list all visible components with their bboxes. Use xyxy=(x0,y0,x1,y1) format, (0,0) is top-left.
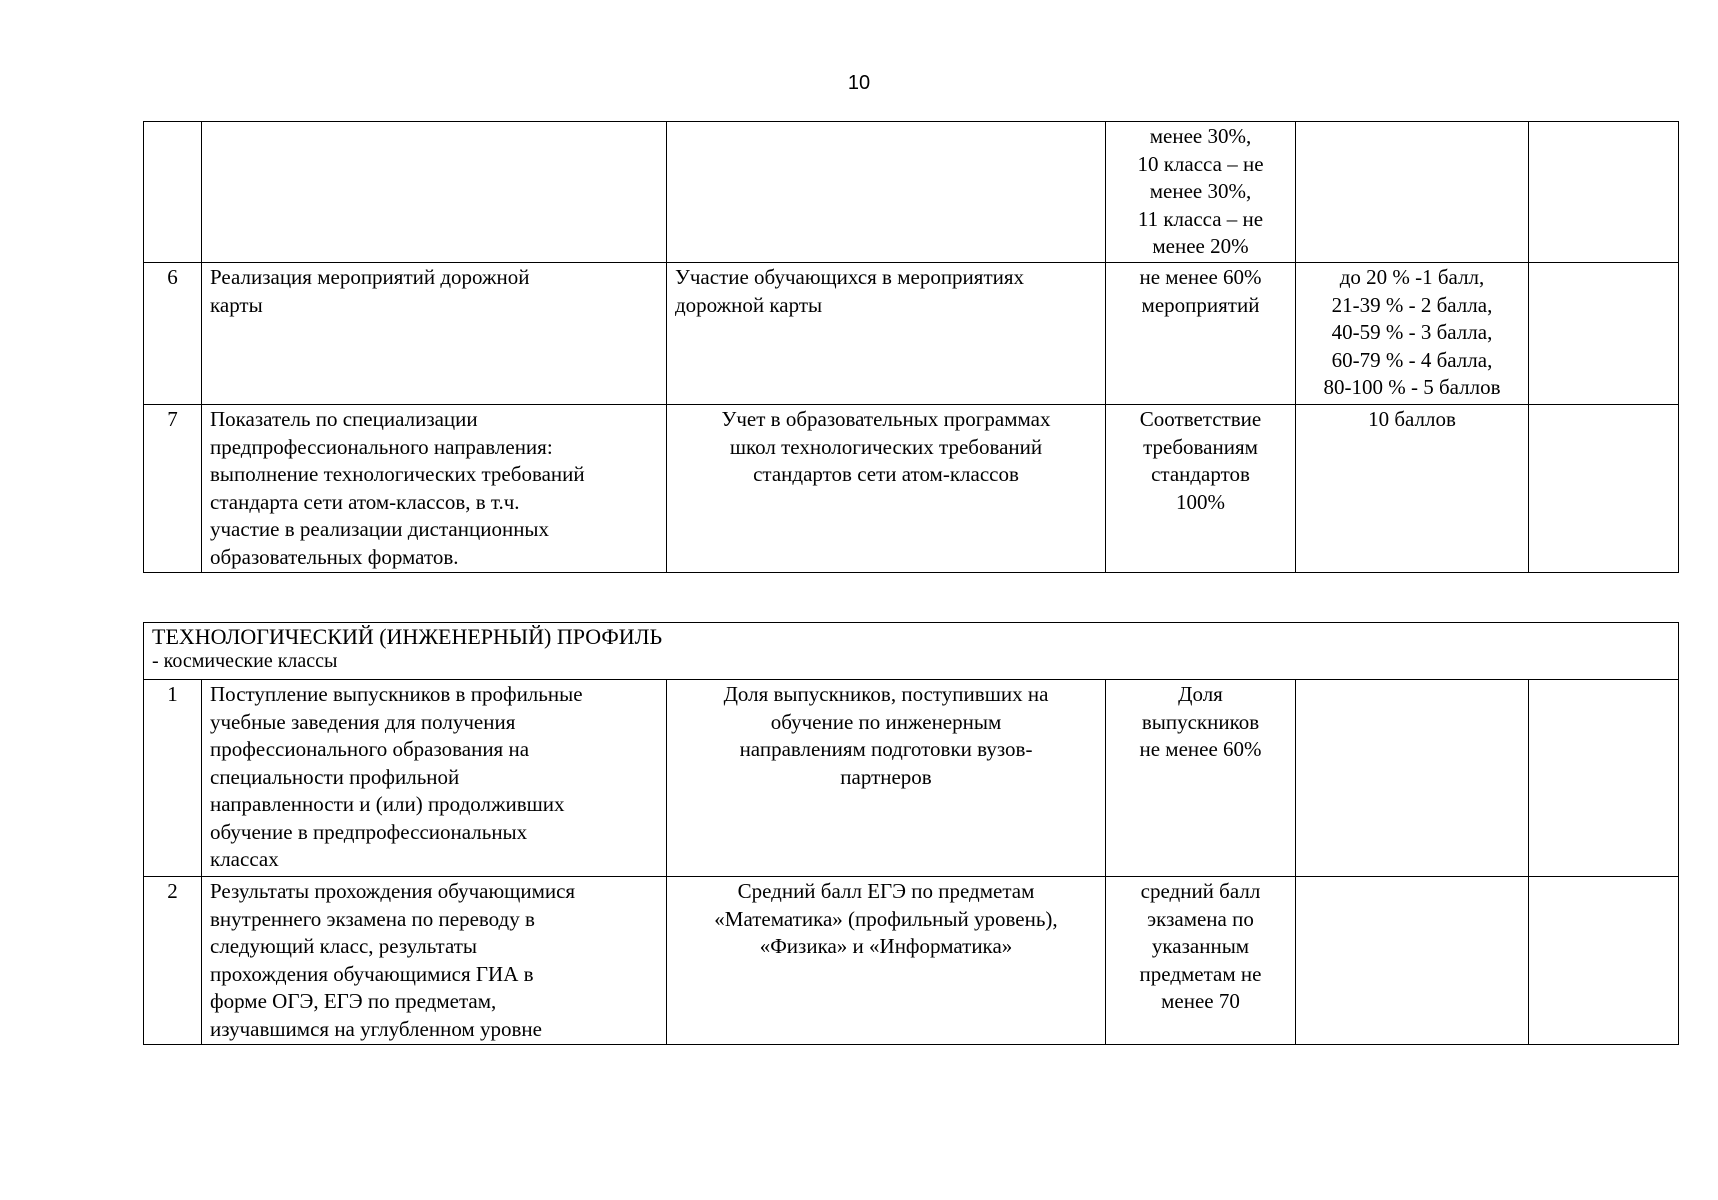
cell-line: менее 30%, xyxy=(1149,124,1252,148)
indicator-cell xyxy=(202,263,667,405)
score-cell xyxy=(1296,877,1529,1045)
cell-line: изучавшимся на углубленном уровне xyxy=(210,1016,542,1041)
cell-line: Реализация мероприятий дорожной xyxy=(210,265,530,289)
cell-line: Соответствие xyxy=(1139,407,1262,431)
cell-line: стандартов сети атом-классов xyxy=(753,462,1019,486)
extra-cell xyxy=(1529,263,1679,405)
cell-line: Доля xyxy=(1178,682,1223,706)
cell-line: образовательных форматов. xyxy=(210,544,459,569)
cell-line: стандарта сети атом-классов, в т.ч. xyxy=(210,489,520,514)
indicator-cell xyxy=(202,680,667,877)
cell-line: Доля выпускников, поступивших на xyxy=(723,682,1049,706)
cell-line: внутреннего экзамена по переводу в xyxy=(210,906,535,931)
cell-line: 100% xyxy=(1176,489,1225,514)
table-row xyxy=(144,263,1679,405)
cell-line: направленности и (или) продолживших xyxy=(210,792,565,816)
extra-cell xyxy=(1529,877,1679,1045)
section-subtitle: - космические классы xyxy=(152,650,338,672)
row-number: 7 xyxy=(144,405,202,573)
cell-line: выпускников xyxy=(1141,709,1260,734)
cell-line: не менее 60% xyxy=(1139,265,1262,289)
score-cell xyxy=(1296,680,1529,877)
row-number xyxy=(144,122,202,263)
cell-line: партнеров xyxy=(840,764,932,789)
cell-line: «Математика» (профильный уровень), xyxy=(714,906,1058,931)
criterion-cell xyxy=(667,877,1106,1045)
cell-line: направлениям подготовки вузов- xyxy=(739,737,1033,761)
cell-line: выполнение технологических требований xyxy=(210,462,585,486)
section-title: ТЕХНОЛОГИЧЕСКИЙ (ИНЖЕНЕРНЫЙ) ПРОФИЛЬ xyxy=(152,624,663,649)
target-cell xyxy=(1106,877,1296,1045)
cell-line: требованиям xyxy=(1143,434,1258,459)
indicator-cell xyxy=(202,405,667,573)
criterion-cell xyxy=(667,405,1106,573)
cell-line: классах xyxy=(210,847,279,871)
cell-line: менее 70 xyxy=(1161,989,1240,1013)
cell-line: 80-100 % - 5 баллов xyxy=(1323,375,1501,399)
table-row xyxy=(144,680,1679,877)
cell-line: экзамена по xyxy=(1147,906,1254,931)
cell-line: не менее 60% xyxy=(1139,737,1262,761)
page-number: 10 xyxy=(847,72,871,94)
cell-line: до 20 % -1 балл, xyxy=(1339,265,1485,289)
section-header xyxy=(144,623,1679,680)
score-cell xyxy=(1296,405,1529,573)
cell-line: менее 30%, xyxy=(1149,179,1252,203)
target-cell xyxy=(1106,122,1296,263)
cell-line: участие в реализации дистанционных xyxy=(210,517,550,541)
cell-line: 10 баллов xyxy=(1368,407,1456,431)
extra-cell xyxy=(1529,405,1679,573)
target-cell xyxy=(1106,405,1296,573)
cell-line: профессионального образования на xyxy=(210,737,530,761)
cell-line: мероприятий xyxy=(1141,292,1260,317)
cell-line: 10 класса – не xyxy=(1137,151,1264,176)
cell-line: обучение по инженерным xyxy=(770,709,1002,734)
table-row xyxy=(144,877,1679,1045)
cell-line: указанным xyxy=(1151,934,1250,958)
table-row xyxy=(144,122,1679,263)
criterion-cell xyxy=(667,122,1106,263)
indicator-cell xyxy=(202,122,667,263)
cell-line: средний балл xyxy=(1140,879,1261,903)
target-cell xyxy=(1106,263,1296,405)
cell-line: предметам не xyxy=(1139,961,1262,986)
score-cell xyxy=(1296,122,1529,263)
cell-line: следующий класс, результаты xyxy=(210,934,478,958)
cell-line: специальности профильной xyxy=(210,764,460,789)
extra-cell xyxy=(1529,122,1679,263)
cell-line: учебные заведения для получения xyxy=(210,709,516,734)
cell-line: «Физика» и «Информатика» xyxy=(759,934,1013,958)
score-cell xyxy=(1296,263,1529,405)
cell-line: форме ОГЭ, ЕГЭ по предметам, xyxy=(210,989,497,1013)
cell-line: предпрофессионального направления: xyxy=(210,434,553,459)
cell-line: Учет в образовательных программах xyxy=(721,407,1051,431)
cell-line: Участие обучающихся в мероприятиях xyxy=(675,265,1025,289)
cell-line: Показатель по специализации xyxy=(210,407,478,431)
cell-line: школ технологических требований xyxy=(729,434,1043,459)
criterion-cell xyxy=(667,263,1106,405)
cell-line: Средний балл ЕГЭ по предметам xyxy=(737,879,1035,903)
cell-line: 21-39 % - 2 балла, xyxy=(1331,292,1493,317)
cell-line: прохождения обучающимися ГИА в xyxy=(210,961,534,986)
cell-line: 11 класса – не xyxy=(1137,206,1264,231)
section-header-row xyxy=(144,623,1679,680)
cell-line: Результаты прохождения обучающимися xyxy=(210,879,576,903)
tech-profile-table xyxy=(143,622,1679,1045)
criterion-cell xyxy=(667,680,1106,877)
target-cell xyxy=(1106,680,1296,877)
cell-line: обучение в предпрофессиональных xyxy=(210,819,528,844)
cell-line: Поступление выпускников в профильные xyxy=(210,682,583,706)
cell-line: карты xyxy=(210,292,263,317)
row-number: 6 xyxy=(144,263,202,405)
cell-line: 60-79 % - 4 балла, xyxy=(1331,347,1493,372)
cell-line: стандартов xyxy=(1151,462,1250,486)
criteria-table-continued xyxy=(143,121,1679,573)
table-row xyxy=(144,405,1679,573)
cell-line: менее 20% xyxy=(1152,234,1249,258)
indicator-cell xyxy=(202,877,667,1045)
cell-line: дорожной карты xyxy=(675,292,823,317)
extra-cell xyxy=(1529,680,1679,877)
cell-line: 40-59 % - 3 балла, xyxy=(1331,320,1493,344)
row-number: 2 xyxy=(144,877,202,1045)
row-number: 1 xyxy=(144,680,202,877)
